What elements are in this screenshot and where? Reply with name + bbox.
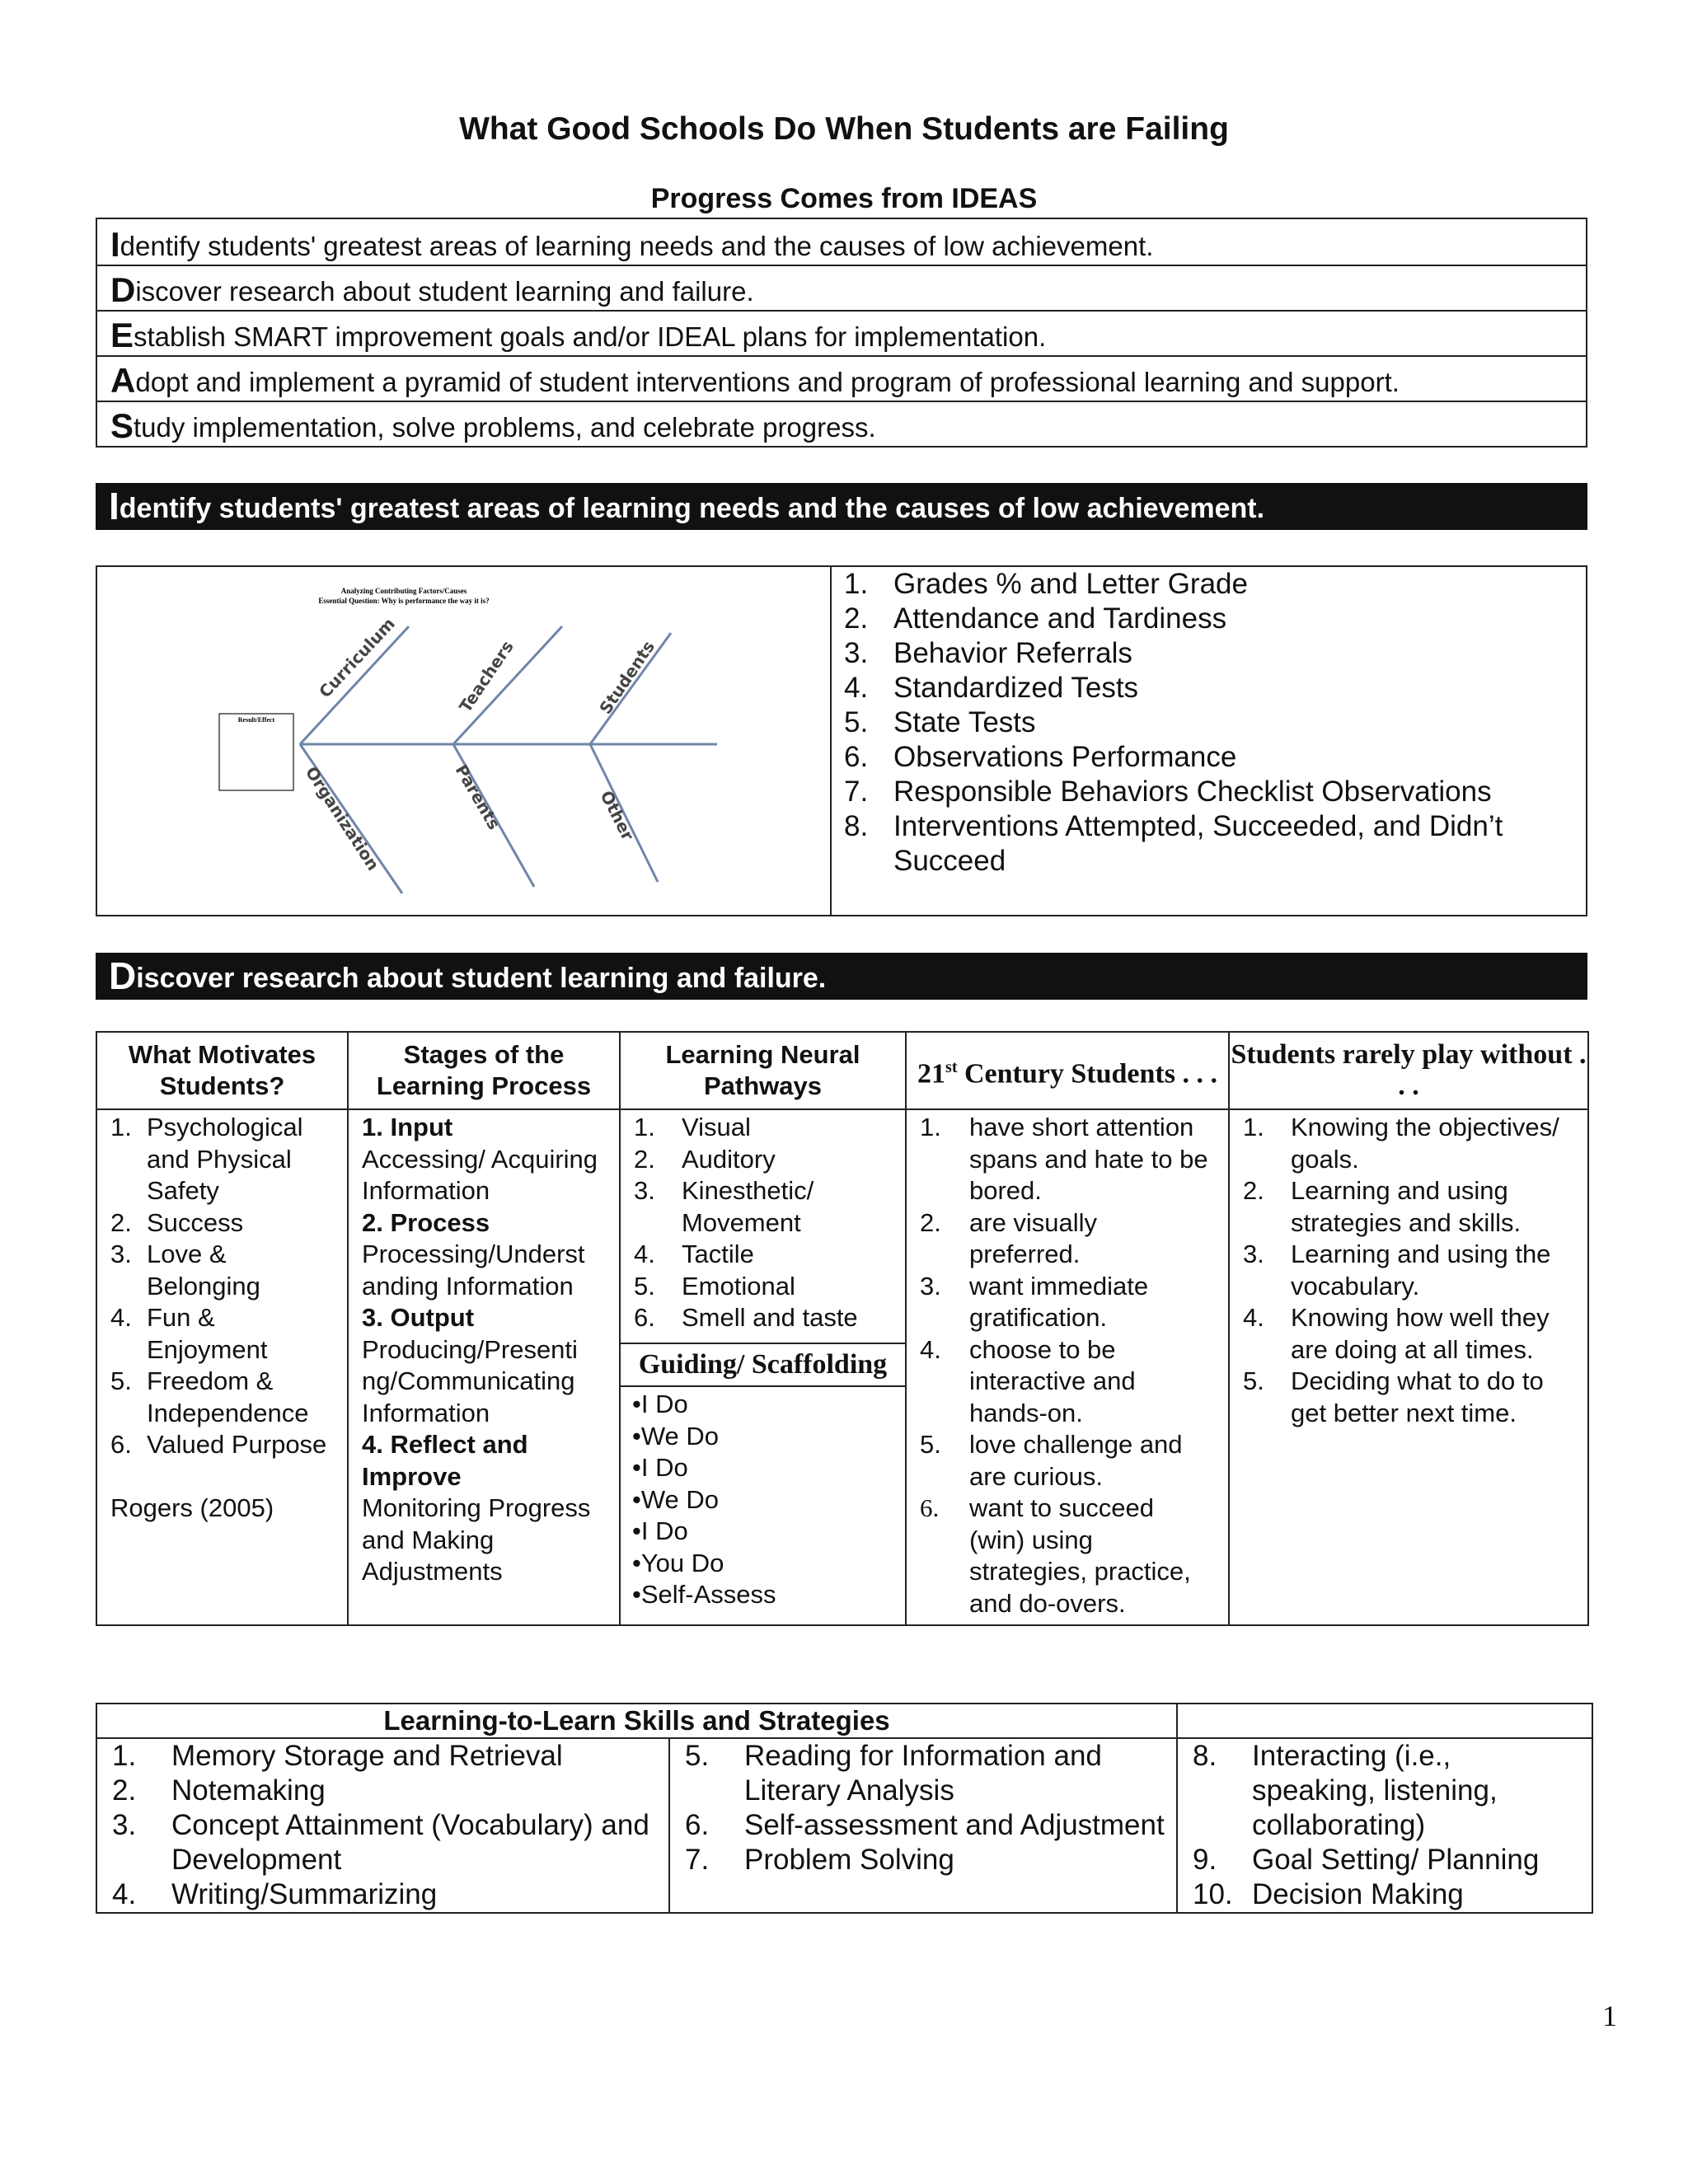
bone-label-organization: Organization [301, 762, 384, 874]
ltl-column-3 [1177, 1738, 1592, 1913]
item-number: 2. [920, 1207, 941, 1237]
item-text: Attendance and Tardiness [893, 602, 1227, 635]
header-stages: Stages of the Learning Process [348, 1032, 620, 1109]
ideas-row-a [97, 355, 1586, 401]
bone-curriculum [300, 626, 409, 744]
item-text: Auditory [682, 1144, 776, 1174]
item-text: have short attention spans and hate to be bored. [969, 1113, 1208, 1205]
stage-text: Producing/Presenti ng/Communicating Information [362, 1334, 578, 1427]
header-superscript: st [945, 1057, 958, 1076]
stage-heading: 4. Reflect and Improve [362, 1430, 528, 1491]
item-text: Notemaking [171, 1774, 326, 1807]
item-text: Tactile [682, 1240, 754, 1268]
stage-heading: 2. Process [362, 1207, 490, 1237]
citation: Rogers (2005) [110, 1493, 274, 1522]
item-text: Kinesthetic/ Movement [682, 1176, 814, 1237]
item-number: 9. [1193, 1844, 1217, 1876]
item-text: love challenge and are curious. [969, 1430, 1183, 1491]
list-item: •Self-Assess [632, 1580, 776, 1609]
item-number: 3. [112, 1809, 137, 1841]
item-text: are visually preferred. [969, 1207, 1098, 1268]
item-text: Behavior Referrals [893, 637, 1132, 669]
item-text: Self-assessment and Adjustment [744, 1809, 1165, 1841]
list-item [634, 1239, 892, 1271]
list-item [110, 1112, 334, 1207]
neural-cell [620, 1109, 906, 1625]
list-item: •You Do [632, 1548, 724, 1577]
item-number: 2. [634, 1144, 655, 1174]
list-item: •I Do [632, 1390, 688, 1418]
item-text: Observations Performance [893, 741, 1237, 773]
stages-cell [348, 1109, 620, 1625]
data-sources-list [844, 567, 1503, 879]
list-item [844, 740, 1503, 775]
stage-heading: 3. Output [362, 1303, 475, 1332]
bone-label-parents: Parents [451, 761, 504, 833]
item-text: Decision Making [1252, 1878, 1464, 1910]
list-item [920, 1334, 1215, 1430]
list-item [844, 567, 1503, 602]
ideas-text: dentify students' greatest areas of learning needs and the causes of low achievement. [120, 231, 1154, 261]
ideas-row-d [97, 265, 1586, 310]
item-number: 1. [110, 1113, 132, 1141]
item-number [844, 844, 893, 879]
item-number: 2. [112, 1774, 137, 1807]
list-item [844, 671, 1503, 705]
empty-header-cell [1177, 1704, 1592, 1738]
century-list [907, 1110, 1228, 1624]
list-item [634, 1271, 892, 1303]
section-letter: D [109, 954, 137, 997]
list-item [685, 1843, 1166, 1877]
item-number: 2. [1243, 1176, 1264, 1205]
ideas-text: iscover research about student learning and failure. [135, 276, 754, 307]
list-item [844, 844, 1503, 879]
column-divider [830, 565, 832, 916]
item-text: Memory Storage and Retrieval [171, 1740, 563, 1772]
item-text: Writing/Summarizing [171, 1878, 438, 1910]
item-number: 5. [634, 1271, 655, 1301]
section-discover-header [96, 953, 1587, 1000]
ideas-subtitle: Progress Comes from IDEAS [650, 183, 1038, 214]
list-item [1193, 1843, 1582, 1877]
section-title: iscover research about student learning and failure. [136, 963, 827, 994]
item-text: Interacting (i.e., speaking, listening, collaborating) [1252, 1740, 1498, 1841]
item-number: 5. [844, 706, 869, 738]
list-item [920, 1112, 1215, 1207]
item-number: 6. [844, 741, 869, 773]
page-number: 1 [1602, 1999, 1617, 2032]
item-number: 5. [685, 1740, 710, 1772]
list-item: •I Do [632, 1453, 688, 1482]
ideas-table [96, 218, 1587, 448]
header-21st-century [906, 1032, 1229, 1109]
item-text: Standardized Tests [893, 672, 1139, 704]
ideas-row-i [97, 219, 1586, 265]
result-effect-label: Result/Effect [237, 716, 275, 724]
item-text: Love & Belonging [147, 1240, 260, 1301]
ideas-row-e [97, 310, 1586, 355]
list-item [844, 602, 1503, 636]
section-letter: I [109, 485, 120, 527]
list-item [110, 1429, 334, 1461]
item-text: Deciding what to do to get better next time. [1291, 1366, 1544, 1427]
guiding-scaffolding-heading: Guiding/ Scaffolding [621, 1343, 905, 1387]
item-number: 8. [1193, 1740, 1217, 1772]
list-item [844, 809, 1503, 844]
item-number: 1. [1243, 1113, 1264, 1141]
item-number: 6. [685, 1809, 710, 1841]
item-number: 1. [920, 1113, 941, 1141]
item-text: Succeed [893, 845, 1006, 877]
list-item [110, 1302, 334, 1366]
list-item [1243, 1366, 1574, 1429]
header-rarely-play: Students rarely play without . . . [1229, 1032, 1588, 1109]
item-text: Interventions Attempted, Succeeded, and Didn’t [893, 810, 1503, 842]
item-number: 4. [634, 1240, 655, 1268]
bone-label-curriculum: Curriculum [315, 613, 399, 702]
item-number: 4. [920, 1334, 941, 1364]
item-number: 2. [844, 602, 869, 635]
discover-table [96, 1031, 1589, 1626]
stage-text: Processing/Underst anding Information [362, 1240, 585, 1301]
ltl-list [670, 1739, 1176, 1877]
item-number: 7. [844, 776, 869, 808]
list-item [112, 1877, 659, 1912]
item-text: Smell and taste [682, 1303, 858, 1332]
list-item [685, 1808, 1166, 1843]
list-item [110, 1239, 334, 1302]
item-number: 5. [920, 1430, 941, 1459]
list-item [634, 1175, 892, 1239]
item-text: want to succeed (win) using strategies, practice, and do-overs. [969, 1493, 1191, 1618]
list-item [112, 1739, 659, 1774]
ltl-column-2 [669, 1738, 1177, 1913]
item-number: 4. [844, 672, 869, 704]
header-what-motivates: What Motivates Students? [96, 1032, 348, 1109]
item-number: 6. [634, 1303, 655, 1332]
ideas-text: dopt and implement a pyramid of student interventions and program of professional learning and support. [135, 367, 1400, 397]
ideas-letter: A [110, 361, 136, 400]
item-text: Goal Setting/ Planning [1252, 1844, 1540, 1876]
item-text: Learning and using the vocabulary. [1291, 1240, 1551, 1301]
list-item: •We Do [632, 1421, 720, 1451]
item-number: 5. [1243, 1366, 1264, 1395]
item-number: 1. [634, 1113, 655, 1141]
item-number: 7. [685, 1844, 710, 1876]
list-item [112, 1808, 659, 1877]
rarely-play-cell [1229, 1109, 1588, 1625]
bone-label-teachers: Teachers [455, 636, 518, 716]
section-title: dentify students' greatest areas of learning needs and the causes of low achievement. [119, 493, 1265, 524]
item-text: choose to be interactive and hands-on. [969, 1334, 1136, 1427]
list-item [685, 1739, 1166, 1808]
rarely-play-list [1230, 1110, 1587, 1434]
list-item [634, 1144, 892, 1176]
item-text: Psychological and Physical Safety [147, 1113, 303, 1205]
item-number: 1. [112, 1740, 137, 1772]
item-text: Grades % and Letter Grade [893, 568, 1248, 600]
item-number: 4. [112, 1878, 137, 1910]
item-text: Responsible Behaviors Checklist Observations [893, 776, 1492, 808]
item-text: want immediate gratification. [969, 1271, 1149, 1332]
list-item: •We Do [632, 1484, 720, 1514]
list-item [920, 1493, 1215, 1619]
fishbone-diagram [97, 567, 829, 915]
item-number: 3. [110, 1240, 132, 1268]
ltl-list [97, 1739, 668, 1912]
list-item [634, 1112, 892, 1144]
list-item [920, 1429, 1215, 1493]
item-number: 6. [110, 1430, 132, 1459]
item-number: 4. [1243, 1303, 1264, 1332]
list-item [112, 1774, 659, 1808]
item-text: Learning and using strategies and skills. [1291, 1176, 1522, 1237]
ideas-letter: S [110, 406, 134, 445]
item-number: 3. [920, 1271, 941, 1301]
item-text: Visual [682, 1113, 751, 1141]
item-text: Emotional [682, 1271, 795, 1301]
item-number: 3. [844, 637, 869, 669]
header-neural-pathways: Learning Neural Pathways [620, 1032, 906, 1109]
list-item [920, 1271, 1215, 1334]
motivates-cell [96, 1109, 348, 1625]
item-text: Freedom & Independence [147, 1366, 309, 1427]
item-text: Reading for Information and Literary Analysis [744, 1740, 1102, 1807]
section-identify-header [96, 483, 1587, 530]
motivates-list [97, 1110, 347, 1529]
item-number: 3. [634, 1176, 655, 1205]
item-number: 6. [920, 1493, 940, 1522]
stage-text: Monitoring Progress and Making Adjustments [362, 1493, 591, 1586]
stage-text: Accessing/ Acquiring Information [362, 1144, 598, 1205]
header-text: Century Students . . . [957, 1058, 1217, 1090]
list-item [110, 1366, 334, 1429]
learning-to-learn-table [96, 1703, 1593, 1914]
result-effect-box [219, 714, 293, 790]
ideas-letter: E [110, 316, 134, 354]
stages-list [349, 1110, 619, 1593]
learning-to-learn-title: Learning-to-Learn Skills and Strategies [96, 1704, 1177, 1738]
list-item: •I Do [632, 1516, 688, 1545]
item-number: 8. [844, 810, 869, 842]
item-text: Knowing the objectives/ goals. [1291, 1113, 1559, 1174]
item-text: Fun & Enjoyment [147, 1303, 268, 1364]
item-text: Knowing how well they are doing at all times. [1291, 1303, 1550, 1364]
list-item [1193, 1877, 1582, 1912]
ideas-text: stablish SMART improvement goals and/or IDEAL plans for implementation. [134, 321, 1047, 352]
item-text: Valued Purpose [147, 1430, 327, 1459]
item-text: State Tests [893, 706, 1036, 738]
stage-heading: 1. Input [362, 1113, 453, 1141]
list-item [1243, 1302, 1574, 1366]
ltl-column-1 [96, 1738, 669, 1913]
item-number: 5. [110, 1366, 132, 1395]
list-item [110, 1207, 334, 1240]
ltl-list [1178, 1739, 1592, 1912]
list-item [1193, 1739, 1582, 1843]
ideas-letter: D [110, 270, 136, 309]
bone-label-other: Other [596, 787, 639, 844]
list-item [844, 636, 1503, 671]
guiding-list [621, 1387, 905, 1616]
list-item [1243, 1175, 1574, 1239]
item-number: 2. [110, 1207, 132, 1237]
fishbone-title: Analyzing Contributing Factors/Causes [340, 587, 467, 595]
item-text: Concept Attainment (Vocabulary) and Development [171, 1809, 649, 1876]
list-item [844, 705, 1503, 740]
header-text: 21 [917, 1058, 946, 1090]
neural-list [621, 1110, 905, 1343]
list-item [920, 1207, 1215, 1271]
list-item [1243, 1112, 1574, 1175]
item-text: Success [147, 1207, 244, 1237]
list-item [844, 775, 1503, 809]
century-cell [906, 1109, 1229, 1625]
page-title: What Good Schools Do When Students are Failing [459, 111, 1229, 147]
item-text: Problem Solving [744, 1844, 954, 1876]
ideas-row-s [97, 401, 1586, 446]
item-number: 1. [844, 568, 869, 600]
fishbone-question: Essential Question: Why is performance the way it is? [318, 597, 490, 605]
ideas-letter: I [110, 225, 120, 264]
list-item [634, 1302, 892, 1334]
item-number: 3. [1243, 1240, 1264, 1268]
item-number: 10. [1193, 1878, 1233, 1910]
item-number: 4. [110, 1303, 132, 1332]
list-item [1243, 1239, 1574, 1302]
ideas-text: tudy implementation, solve problems, and celebrate progress. [134, 412, 876, 443]
bone-label-students: Students [595, 636, 659, 718]
